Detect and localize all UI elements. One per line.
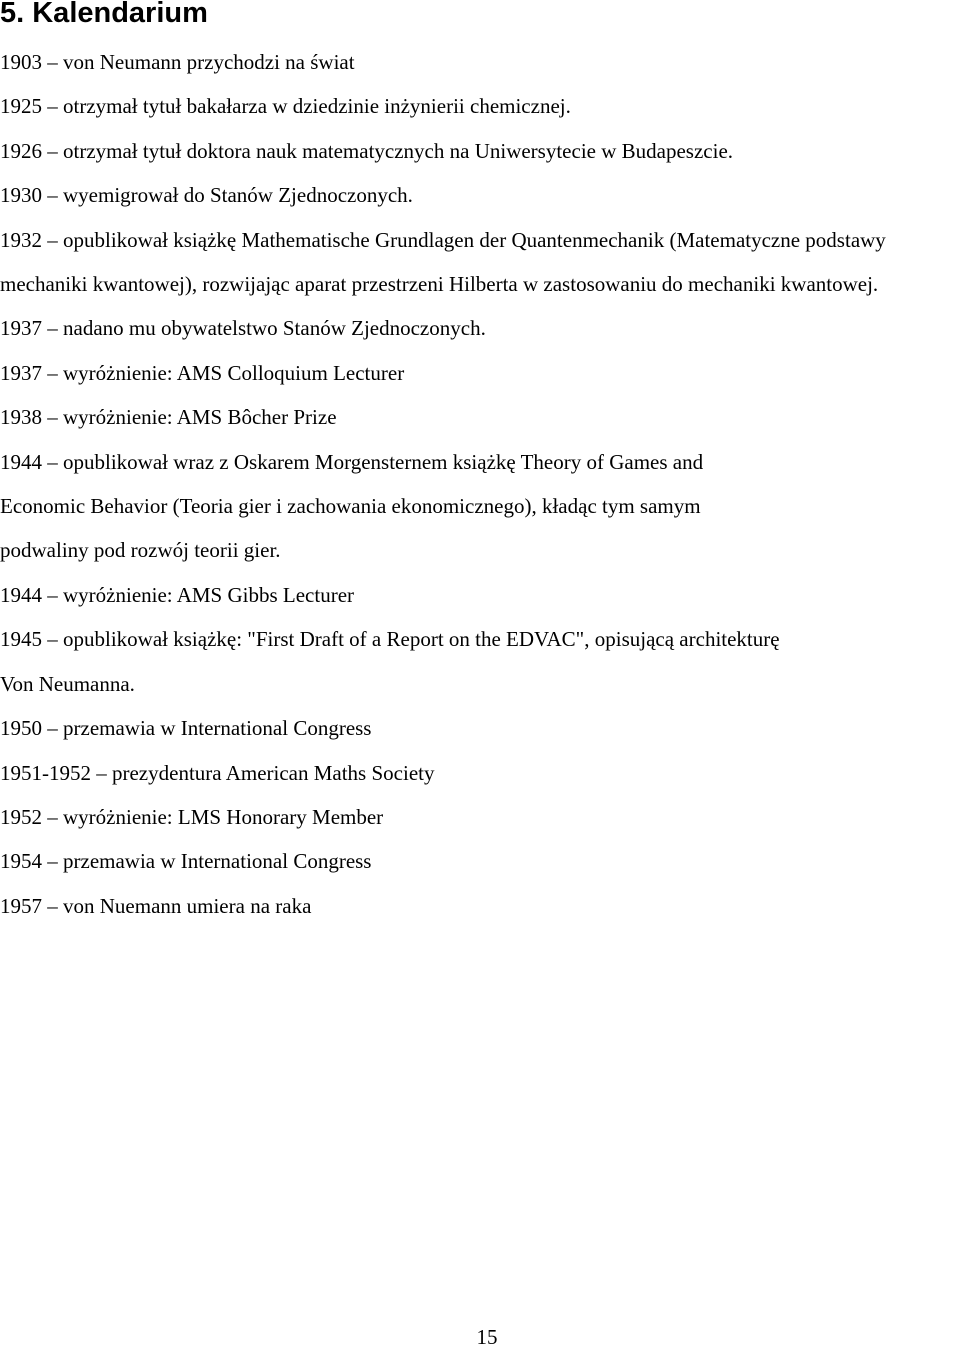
timeline-entry-1944-gibbs: 1944 – wyróżnienie: AMS Gibbs Lecturer <box>0 582 355 607</box>
page-number: 15 <box>476 1325 498 1349</box>
timeline-entry-1950: 1950 – przemawia w International Congress <box>0 716 372 741</box>
timeline-list <box>0 40 960 928</box>
timeline-entry-1903: 1903 – von Neumann przychodzi na świat <box>0 50 355 74</box>
timeline-entry-1938: 1938 – wyróżnienie: AMS Bôcher Prize <box>0 405 337 430</box>
timeline-entry-1952: 1952 – wyróżnienie: LMS Honorary Member <box>0 804 384 829</box>
timeline-entry-1932: 1932 – opublikował książkę Mathematische Grundlagen der Quantenmechanik (Matematyczne podstawy mechaniki kwantowej), rozwijając aparat przestrzeni Hilberta w zastosowaniu do mechaniki kwantowej. <box>0 227 886 297</box>
entry-line: Von Neumanna. <box>0 671 135 696</box>
timeline-entry-1954: 1954 – przemawia w International Congress <box>0 849 372 874</box>
timeline-entry-1925: 1925 – otrzymał tytuł bakałarza w dziedzinie inżynierii chemicznej. <box>0 94 571 119</box>
entry-line: 1945 – opublikował książkę: "First Draft of a Report on the EDVAC", opisującą architekturę <box>0 627 780 652</box>
entry-line: podwaliny pod rozwój teorii gier. <box>0 538 281 563</box>
timeline-entry-1926: 1926 – otrzymał tytuł doktora nauk matematycznych na Uniwersytecie w Budapeszcie. <box>0 138 734 163</box>
timeline-entry-1944-game-theory <box>0 440 960 573</box>
timeline-entry-1945 <box>0 617 960 706</box>
section-heading: 5. Kalendarium <box>0 0 208 29</box>
entry-line: Economic Behavior (Teoria gier i zachowania ekonomicznego), kładąc tym samym <box>0 494 701 519</box>
entry-line: 1944 – opublikował wraz z Oskarem Morgensternem książkę Theory of Games and <box>0 449 704 474</box>
timeline-entry-1951-1952: 1951-1952 – prezydentura American Maths Society <box>0 760 435 785</box>
timeline-entry-1937-citizenship: 1937 – nadano mu obywatelstwo Stanów Zjednoczonych. <box>0 316 486 341</box>
timeline-entry-1957: 1957 – von Nuemann umiera na raka <box>0 893 312 918</box>
timeline-entry-1930: 1930 – wyemigrował do Stanów Zjednoczonych. <box>0 183 413 208</box>
timeline-entry-1937-colloquium: 1937 – wyróżnienie: AMS Colloquium Lecturer <box>0 360 405 385</box>
